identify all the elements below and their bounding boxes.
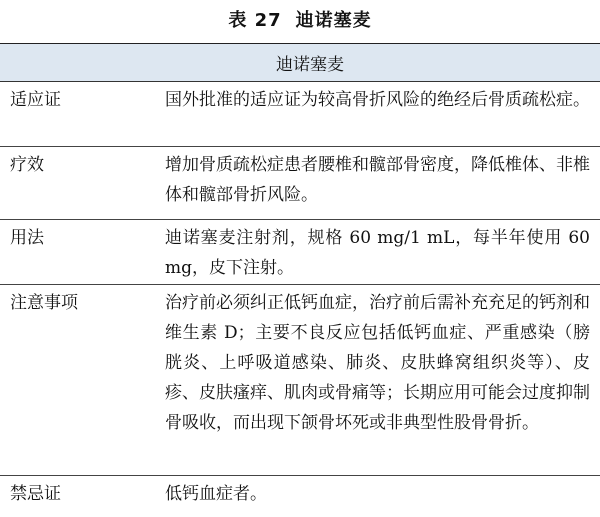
table-row-usage bbox=[0, 220, 600, 285]
table-header-label: 迪诺塞麦 bbox=[276, 55, 344, 75]
row-label: 用法 bbox=[10, 228, 44, 248]
row-value: 国外批准的适应证为较高骨折风险的绝经后骨质疏松症。 bbox=[165, 90, 590, 110]
table-caption bbox=[0, 6, 600, 32]
row-label: 适应证 bbox=[10, 90, 61, 110]
row-value: 治疗前必须纠正低钙血症，治疗前后需补充充足的钙剂和维生素 D；主要不良反应包括低钙血症、严重感染（膀胱炎、上呼吸道感染、肺炎、皮肤蜂窝组织炎等）、皮疹、皮肤瘙痒、肌肉或骨痛等；长期应用可能会过度抑制骨吸收，而出现下颌骨坏死或非典型性股骨骨折。 bbox=[165, 293, 590, 433]
table-title: 迪诺塞麦 bbox=[295, 10, 372, 31]
row-label: 注意事项 bbox=[10, 293, 78, 313]
table-number: 表 27 bbox=[228, 10, 282, 31]
row-label: 禁忌证 bbox=[10, 484, 61, 504]
drug-info-table bbox=[0, 43, 600, 514]
table-row-contraindications bbox=[0, 476, 600, 514]
row-value: 增加骨质疏松症患者腰椎和髋部骨密度，降低椎体、非椎体和髋部骨折风险。 bbox=[165, 155, 590, 205]
table-header bbox=[0, 43, 600, 82]
table-row-efficacy bbox=[0, 147, 600, 220]
row-value: 迪诺塞麦注射剂，规格 60 mg/1 mL，每半年使用 60 mg，皮下注射。 bbox=[165, 228, 590, 278]
row-label: 疗效 bbox=[10, 155, 44, 175]
table-row-precautions bbox=[0, 285, 600, 476]
row-value: 低钙血症者。 bbox=[165, 484, 267, 504]
table-row-indication bbox=[0, 82, 600, 147]
